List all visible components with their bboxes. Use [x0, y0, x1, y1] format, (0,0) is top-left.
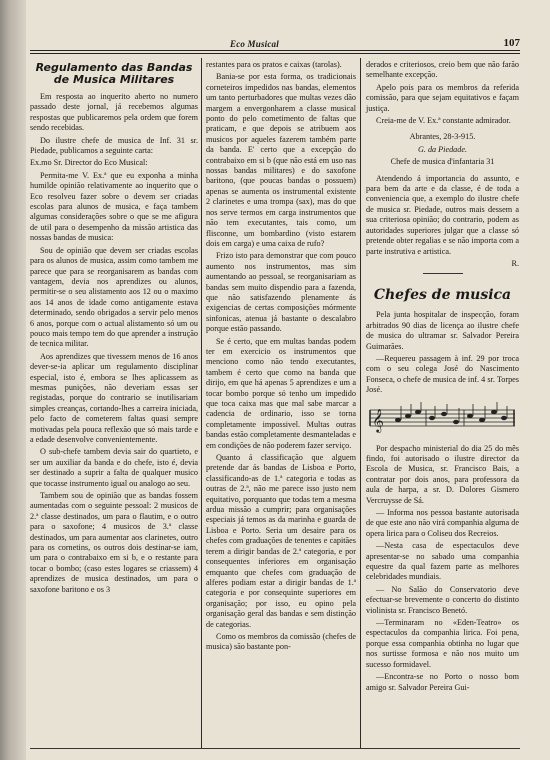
paragraph: Se é certo, que em multas bandas podem ter em exercicio os instrumentos que menciono como não tendo executantes, tambem é certo que como na banda que dirijo, em que há apenas 5 aprendizes e um a tocar bombo porque só tenho um impedido que toca caixa mas que mal sabe marcar a cadencia de ordinario, isso se torna completamente impossivel. Multas outras bandas estão completamente desmanteladas e em condições de não poderem fazer serviço.: [206, 336, 356, 450]
paragraph: — No Salão do Conservatorio deve efectuar-se brevemente o concerto do distinto violinista sr. Francisco Benetó.: [366, 584, 519, 615]
header-rule: [30, 50, 520, 51]
column-divider-1: [201, 58, 202, 748]
svg-text:𝄞: 𝄞: [372, 407, 384, 432]
article-heading-line-2: de Musica Militares: [53, 73, 175, 86]
footer-rule: [30, 748, 520, 749]
article-heading-line-1: Regulamento das Bandas: [35, 61, 193, 74]
music-staff-ornament: [366, 402, 519, 434]
letter-date: Abrantes, 28-3-915.: [409, 132, 476, 142]
article-heading: [30, 62, 198, 86]
paragraph: Como os membros da comissão (chefes de musica) são bastante pon-: [206, 631, 356, 652]
header-title: Eco Musical: [230, 39, 279, 49]
section-heading: Chefes de musica: [373, 287, 512, 304]
paragraph: Frizo isto para demonstrar que com pouco aumento nos instrumentos, mas sim aumentando ao pessoal, se reorganisariam as bandas sem muito dispendio para a fazenda, que não satisfazendo plenamente ás exigencias de certas composições mórmente sinfonicas, atenua já bastante o descalabro porque estão passando.: [206, 251, 356, 334]
paragraph: Em resposta ao inquerito aberto no numero passado deste jornal, já recebemos algumas respostas que publicaremos pela ordem que forem sendo recebidas.: [30, 92, 198, 133]
paragraph: Creia-me de V. Ex.ª constante admirador.: [376, 116, 511, 126]
paragraph: Aos aprendizes que tivessem menos de 16 anos dever-se-ia aplicar um regulamento disciplinar especial, isto é, embora se lhes aplicassem as mesmas punições, não deveriam essas ser registadas, porque do contrario se inutilisariam simples creanças, cortando-lhes a carreira iniciada, pelo facto de cometerem faltas quasi sempre motivadas pela pouca reflexão que só mais tarde e a edade desenvolve convenientemente.: [30, 351, 198, 444]
paragraph: — Informa nos pessoa bastante autorisada de que este ano não virá companhia alguma de opera lirica para o Coliseu dos Recreios.: [366, 508, 519, 538]
signature-role: Chefe de musica d'infantaria 31: [390, 157, 495, 167]
letter-signature: G. da Piedade.: [417, 144, 468, 154]
paragraph: Quanto á classificação que alguem pretende dar ás bandas de Lisboa e Porto, classificando-as de 1.ª categoria e todas as outras de 2.ª, não me parece isso justo nem equitativo, porquanto que todas tem a mesma ardua missão a cumprir; para organisações especiais já temos as da marinha e guarda de Lisboa e Porto. Seria um desaire para os chefes com graduações de tenentes e capitães terem a dirigir bandas de 2.ª categoria, e por consequentes inferiores em organisação emquanto que chefes com graduação de alferes podiam estar a dirigir bandas de 1.ª categoria e por consequinte superiores em organisação; por isso, eu opino pela organisação geral das bandas e sem distinção de categorias.: [206, 453, 356, 629]
music-staff-icon: [366, 402, 519, 434]
header-rule-2: [30, 53, 520, 54]
page-number: 107: [503, 37, 520, 49]
section-rule: [423, 273, 463, 274]
paragraph: Sou de opinião que devem ser criadas escolas para os alunos de musica, assim como tambem me parece que para se reorganisarem as bandas com vantagem, devia nos aprendizes ou alunos, permitir-se o seu alistamento aos 12 ou o maximo aos 14 anos de idade como antigamente estava determinado, sendo obrigados a servir pelo menos 6 anos, porque com o actual alistamento só um ou pouco mais tempo tem do que aprender a instrução de tecnica militar.: [30, 245, 198, 349]
paragraph: O sub-chefe tambem devia sair do quartieto, e ser um auxiliar da banda e do chefe, isto é, devia ser destinado a suprir a falta de qualquer musico que tocasse instrumento igual ou analogo ao seu.: [30, 447, 198, 488]
salutation: Ex.mo Sr. Director do Eco Musical:: [30, 158, 148, 168]
page-edge-shadow: [0, 0, 26, 760]
paragraph: Pela junta hospitalar de inspecção, foram arbitrados 90 dias de licença ao ilustre chefe de musica do ultramar sr. Salvador Pereira Guimarães.: [366, 310, 519, 351]
page-header: [30, 38, 520, 54]
paragraph: Tambem sou de opinião que as bandas fossem aumentadas com o seguinte pessoal: 2 musicos de 2.ª classe destinados, um para o flautim, e o outro para o saxofone; 4 musicos de 3.ª classe destinados, um para aumentar aos clarinetes, outro para os cornetins, os outros dois destinar-se iam, um para o contrabaixo em si b, e o restante para tocar o bombo; (caso estes logares se criassem) 4 aprendizes de musica destinados, um para o saxofone baritono e os 3: [30, 491, 198, 594]
paragraph: —Requereu passagem à inf. 29 por troca com o seu colega José do Nascimento Fonseca, o chefe de musica de inf. 4 sr. Torpes José.: [366, 353, 519, 395]
paragraph: Bania-se por esta forma, os tradicionais corneteiros impedidos nas bandas, elementos um tanto perturbadores que multas vezes dão margem a envergonharem a classe musical ponto do pelo cometimento de faltas que praticam, e que depois se atribuem aos musicos por aqueles fazerem também parte da banda. E' certo que a excepção do contrabaixo em si b (que não está em uso nas nossas bandas militares) e do saxofone baritono, (que poucas bandas o possuem) apenas se aumenta os instrumental existente 2 clarinetes e uma trompa (sax), mas do que nos serve termos em carga instrumentos que não tem executantes, tais como, um flisconne, um bombardino (visto estarem dois em carga) e uma caixa de rufo?: [206, 72, 356, 248]
paragraph: derados e criteriosos, creio bem que não farão semelhante excepção.: [366, 60, 519, 80]
paragraph: —Terminaram no «Eden-Teatro» os espectaculos da companhia lirica. Foi pena, porque essa companhia obtinha no lugar que nos surtisse formosa e não nos muito um sucesso formidavel.: [366, 618, 519, 669]
paragraph: Apelo pois para os membros da referida comissão, para que sejam equitativos e façam justiça.: [366, 82, 519, 113]
paragraph: Do ilustre chefe de musica de Inf. 31 sr. Piedade, publicamos a seguinte carta:: [30, 135, 198, 156]
column-divider-2: [360, 58, 361, 748]
column-3: [366, 60, 519, 695]
paragraph: —Nesta casa de espectaculos deve apresentar-se no sabado uma companhia equestre da qual fazem parte as melhores celebridades mundiais.: [366, 541, 519, 582]
column-1: [30, 60, 198, 597]
paragraph: Por despacho ministerial do dia 25 do mês findo, foi autorisado o ilustre director da Escola de Musica, sr. Francisco Bais, a contratar por dois anos, para professora da aula de harpa, a sr. D. Dolores Gismero Vercruysse de Sá.: [366, 443, 519, 505]
paragraph: Permita-me V. Ex.ª que eu exponha a minha humilde opinião relativamente ao inquerito que o Eco resolveu fazer sobre o devem ser criadas escolas para alunos de musica, e faça tambem algumas considerações sobre o que se me afigura de util para o desempenho da missão artistica das nossas bandas de musica:: [30, 170, 198, 243]
paragraph: —Encontra-se no Porto o nosso bom amigo sr. Salvador Pereira Gui-: [366, 672, 519, 692]
editor-initial: R.: [511, 258, 519, 268]
paragraph: restantes para os pratos e caixas (tarolas).: [206, 60, 342, 69]
paragraph: Atendendo á importancia do assunto, e para bem da arte e da classe, é de toda a conveniencia que, a exemplo do ilustre chefe de musica sr. Piedade, outros mais dessem a sua criteriosa opinião; do contrario, podem as autoridades superiores julgar que a classe só pretende obter regalias e se não importa com a parte instrutiva e artistica.: [366, 173, 519, 256]
column-2: [206, 60, 356, 655]
